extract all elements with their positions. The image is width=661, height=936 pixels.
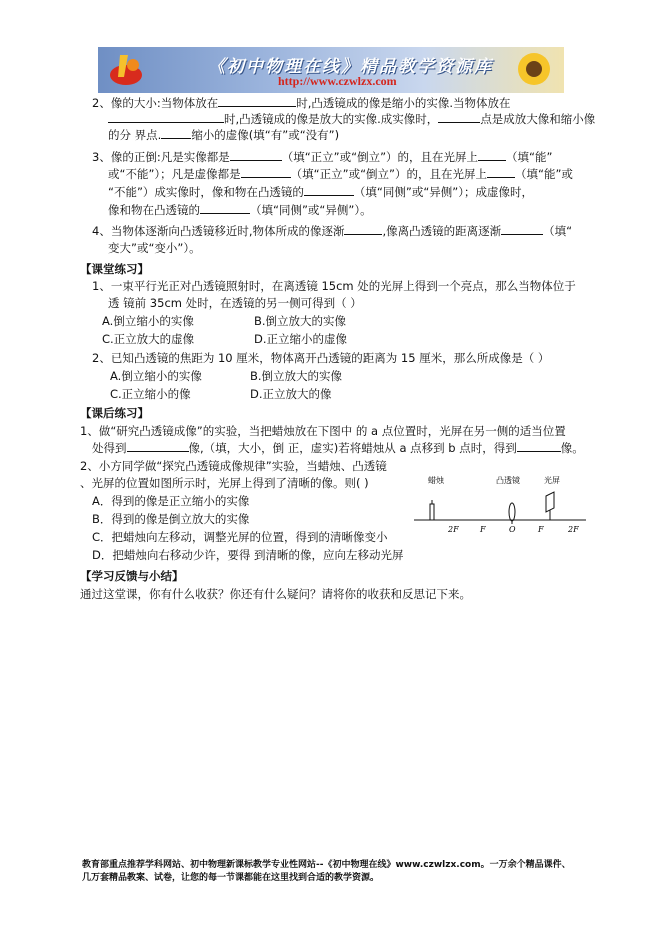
classwork-q2-option-a: A.倒立缩小的实像 bbox=[110, 369, 202, 383]
classwork-heading: 【课堂练习】 bbox=[80, 262, 149, 276]
mark-2f-left: 2F bbox=[448, 525, 459, 534]
homework-q2-option-b: B．得到的像是倒立放大的实像 bbox=[92, 512, 250, 526]
classwork-q1-text2: 透 镜前 35cm 处时，在透镜的另一侧可得到（ ） bbox=[108, 296, 362, 310]
homework-q2-option-c: C．把蜡烛向左移动，调整光屏的位置，得到的清晰像变小 bbox=[92, 530, 388, 544]
sunflower-icon bbox=[514, 49, 554, 91]
rule-line-8: 4、当物体逐渐向凸透镜移近时,物体所成的像逐渐 ,像离凸透镜的距离逐渐 （填“ bbox=[92, 224, 573, 238]
lens-label: 凸透镜 bbox=[496, 476, 520, 485]
footer-line-1: 教育部重点推荐学科网站、初中物理新课标教学专业性网站--《初中物理在线》www.czwlzx.com。一万余个精品课件、 bbox=[82, 860, 571, 870]
homework-q2-option-a: A．得到的像是正立缩小的实像 bbox=[92, 494, 250, 508]
site-logo-icon bbox=[106, 51, 146, 89]
classwork-q1-option-a: A.倒立缩小的实像 bbox=[102, 314, 194, 328]
summary-heading: 【学习反馈与小结】 bbox=[80, 569, 184, 583]
classwork-q2-text: 2、已知凸透镜的焦距为 10 厘米，物体离开凸透镜的距离为 15 厘米，那么所成像是（ ） bbox=[92, 351, 550, 365]
banner-title: 《初中物理在线》精品教学资源库 bbox=[208, 57, 493, 77]
classwork-q1-option-c: C.正立放大的虚像 bbox=[102, 332, 195, 346]
classwork-q2-option-c: C.正立缩小的像 bbox=[110, 387, 191, 401]
convex-lens-shape bbox=[509, 503, 515, 521]
homework-q2-text1: 2、小方同学做“探究凸透镜成像规律”实验，当蜡烛、凸透镜 bbox=[80, 459, 387, 473]
summary-text: 通过这堂课，你有什么收获？你还有什么疑问？请将你的收获和反思记下来。 bbox=[80, 587, 471, 601]
homework-q2-text2: 、光屏的位置如图所示时，光屏上得到了清晰的像。则( ) bbox=[80, 476, 369, 490]
rule-line-5: 或“不能”）；凡是虚像都是 （填“正立”或“倒立”）的，且在光屏上 （填“能”或 bbox=[108, 167, 573, 181]
classwork-q1-option-b: B.倒立放大的实像 bbox=[254, 314, 347, 328]
candle-shape bbox=[430, 504, 434, 520]
candle-label: 蜡烛 bbox=[428, 476, 444, 485]
rule-line-9: 变大”或“变小”）。 bbox=[108, 241, 201, 255]
banner-url[interactable]: http://www.czwlzx.com bbox=[278, 74, 397, 88]
rule-line-1: 2、像的大小:当物体放在 时,凸透镜成的像是缩小的实像.当物体放在 bbox=[92, 96, 511, 110]
classwork-q1-text1: 1、一束平行光正对凸透镜照射时，在离透镜 15cm 处的光屏上得到一个亮点，那么当物体位于 bbox=[92, 279, 576, 293]
classwork-q2-option-b: B.倒立放大的实像 bbox=[250, 369, 343, 383]
mark-2f-right: 2F bbox=[568, 525, 579, 534]
rule-line-3: 的分 界点. 缩小的虚像(填“有”或“没有”) bbox=[108, 128, 340, 142]
homework-q2-option-d: D．把蜡烛向右移动少许，要得 到清晰的像，应向左移动光屏 bbox=[92, 548, 404, 562]
mark-f-left: F bbox=[480, 525, 486, 534]
homework-q1-text2: 处得到 像,（填，大小，倒 正，虚实)若将蜡烛从 a 点移到 b 点时，得到 像。 bbox=[92, 441, 584, 455]
homework-heading: 【课后练习】 bbox=[80, 406, 149, 420]
rule-line-2: 时,凸透镜成的像是放大的实像.成实像时， 点是成放大像和缩小像 bbox=[108, 112, 595, 127]
optical-bench-diagram bbox=[412, 474, 588, 536]
rule-line-6: “不能”）成实像时，像和物在凸透镜的 （填“同侧”或“异侧”）；成虚像时， bbox=[108, 185, 534, 199]
rule-line-7: 像和物在凸透镜的 （填“同侧”或“异侧”）。 bbox=[108, 203, 372, 217]
mark-o: O bbox=[509, 525, 516, 534]
header-banner bbox=[98, 47, 564, 93]
classwork-q1-option-d: D.正立缩小的虚像 bbox=[254, 332, 348, 346]
light-screen-shape bbox=[546, 492, 554, 512]
footer-line-2: 几万套精品教案、试卷，让您的每一节课都能在这里找到合适的教学资源。 bbox=[82, 873, 380, 883]
screen-label: 光屏 bbox=[544, 476, 560, 485]
mark-f-right: F bbox=[538, 525, 544, 534]
homework-q1-text1: 1、做“研究凸透镜成像”的实验，当把蜡烛放在下图中 的 a 点位置时，光屏在另一侧的适当位置 bbox=[80, 424, 566, 438]
rule-line-4: 3、像的正倒:凡是实像都是 （填“正立”或“倒立”）的，且在光屏上 （填“能” bbox=[92, 150, 553, 164]
classwork-q2-option-d: D.正立放大的像 bbox=[250, 387, 332, 401]
